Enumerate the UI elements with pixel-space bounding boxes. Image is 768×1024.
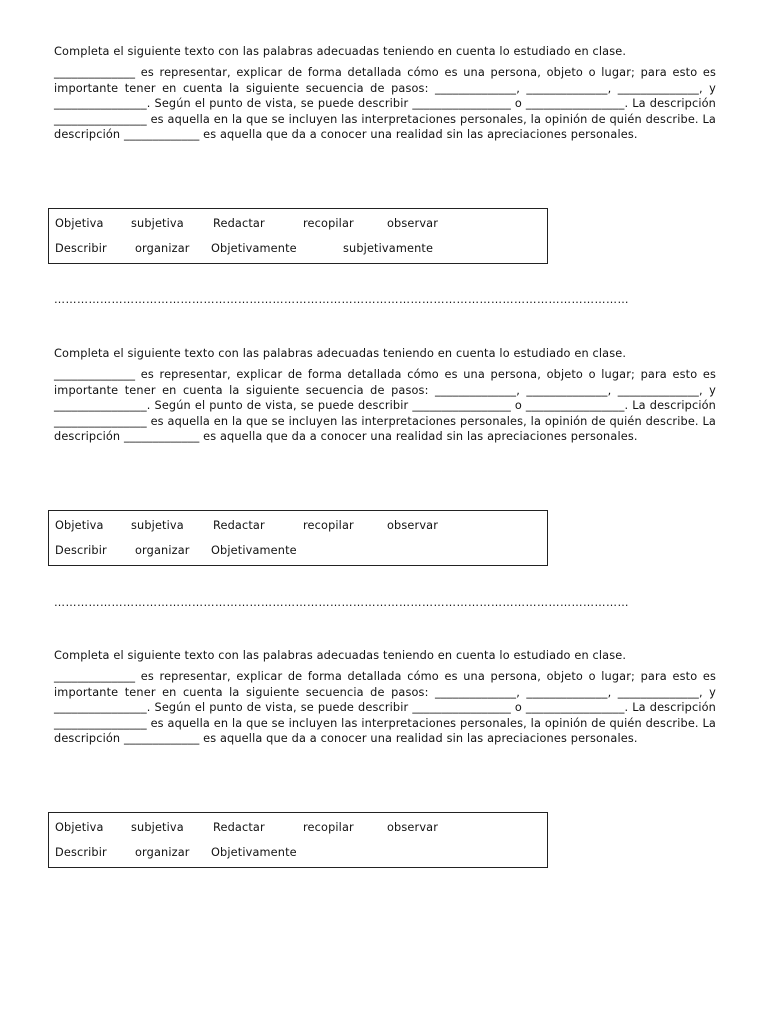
word-bank-item: recopilar [303, 217, 354, 230]
word-bank-item: Describir [55, 846, 107, 859]
word-bank-item: subjetiva [131, 519, 184, 532]
word-bank-item: Objetiva [55, 821, 104, 834]
word-bank-item: Describir [55, 544, 107, 557]
fill-in-paragraph: ______________ es representar, explicar de forma detallada cómo es una persona, objeto o lugar; para esto es importante tener en cuenta la siguiente secuencia de pasos: ______________, ______________, ______________, y ________________. Según el punto de vista, se puede describir _________________ o _________________. La descripción ________________ es aquella en la que se incluyen las interpretaciones personales, la opinión de quién describe. La descripción _____________ es aquella que da a conocer una realidad sin las apreciaciones personales. [54, 66, 716, 142]
exercise-section-1 [54, 44, 716, 255]
fill-in-paragraph: ______________ es representar, explicar de forma detallada cómo es una persona, objeto o lugar; para esto es importante tener en cuenta la siguiente secuencia de pasos: ______________, ______________, ______________, y ________________. Según el punto de vista, se puede describir _________________ o _________________. La descripción ________________ es aquella en la que se incluyen las interpretaciones personales, la opinión de quién describe. La descripción _____________ es aquella que da a conocer una realidad sin las apreciaciones personales. [54, 368, 716, 444]
dotted-separator: …………………………………………………………………………………………………………………………………… [54, 294, 629, 306]
dotted-separator: …………………………………………………………………………………………………………………………………… [54, 597, 629, 609]
word-bank-item: Objetivamente [211, 846, 297, 859]
exercise-section-3 [54, 648, 716, 859]
word-bank-item: organizar [135, 242, 190, 255]
word-bank-item: Describir [55, 242, 107, 255]
word-bank-item: observar [387, 217, 439, 230]
word-bank-item: observar [387, 821, 439, 834]
word-bank-item: subjetivamente [343, 242, 434, 255]
word-bank-item: Objetivamente [211, 242, 297, 255]
instruction-text: Completa el siguiente texto con las palabras adecuadas teniendo en cuenta lo estudiado en clase. [54, 45, 627, 58]
instruction-text: Completa el siguiente texto con las palabras adecuadas teniendo en cuenta lo estudiado en clase. [54, 347, 627, 360]
fill-in-paragraph: ______________ es representar, explicar de forma detallada cómo es una persona, objeto o lugar; para esto es importante tener en cuenta la siguiente secuencia de pasos: ______________, ______________, ______________, y ________________. Según el punto de vista, se puede describir _________________ o _________________. La descripción ________________ es aquella en la que se incluyen las interpretaciones personales, la opinión de quién describe. La descripción _____________ es aquella que da a conocer una realidad sin las apreciaciones personales. [54, 670, 716, 746]
word-bank-item: recopilar [303, 519, 354, 532]
word-bank-item: Redactar [213, 821, 265, 834]
word-bank-item: Redactar [213, 519, 265, 532]
word-bank-item: Objetivamente [211, 544, 297, 557]
word-bank-item: Objetiva [55, 217, 104, 230]
word-bank-item: subjetiva [131, 821, 184, 834]
word-bank-item: Redactar [213, 217, 265, 230]
exercise-section-2 [54, 346, 716, 557]
word-bank-item: organizar [135, 544, 190, 557]
word-bank-item: observar [387, 519, 439, 532]
word-bank-box [48, 510, 548, 566]
word-bank-item: Objetiva [55, 519, 104, 532]
word-bank-item: organizar [135, 846, 190, 859]
word-bank-item: recopilar [303, 821, 354, 834]
instruction-text: Completa el siguiente texto con las palabras adecuadas teniendo en cuenta lo estudiado en clase. [54, 649, 627, 662]
word-bank-box [48, 208, 548, 264]
word-bank-box [48, 812, 548, 868]
word-bank-item: subjetiva [131, 217, 184, 230]
